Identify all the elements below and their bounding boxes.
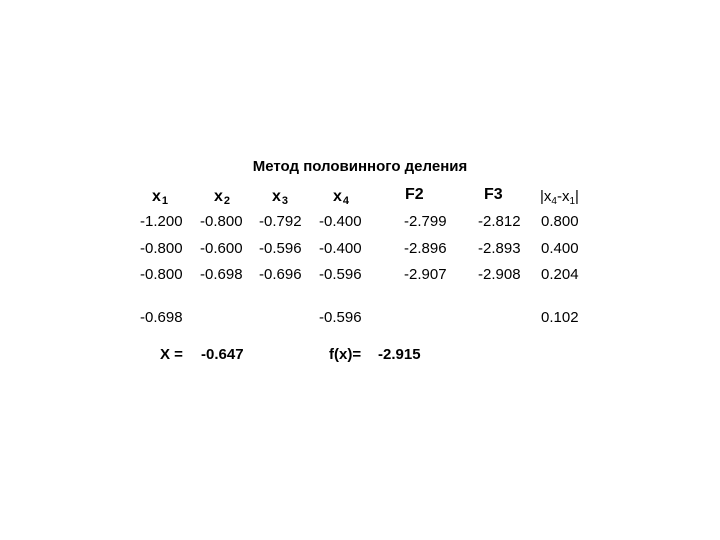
table-cell: -2.896 bbox=[404, 240, 447, 257]
result-x-value: -0.647 bbox=[201, 346, 244, 363]
header-diff-bar-right: | bbox=[575, 188, 579, 205]
final-x4-value: -0.596 bbox=[319, 309, 362, 326]
header-diff-a: x bbox=[543, 188, 552, 205]
table-cell: -0.800 bbox=[140, 240, 183, 257]
header-x4 bbox=[333, 188, 349, 207]
header-x3 bbox=[272, 188, 288, 207]
table-cell: -2.812 bbox=[478, 213, 521, 230]
table-cell: -0.800 bbox=[140, 266, 183, 283]
table-cell: -0.696 bbox=[259, 266, 302, 283]
final-x1-value: -0.698 bbox=[140, 309, 183, 326]
table-cell: -2.907 bbox=[404, 266, 447, 283]
table-cell: 0.204 bbox=[541, 266, 579, 283]
table-cell: -0.400 bbox=[319, 240, 362, 257]
header-x3-sub: 3 bbox=[281, 195, 289, 207]
header-x3-base: x bbox=[272, 188, 281, 205]
header-x1 bbox=[152, 188, 168, 207]
header-x4-sub: 4 bbox=[342, 195, 350, 207]
header-diff-bar-left: | bbox=[540, 188, 544, 205]
header-diff-minus: - bbox=[556, 188, 562, 205]
table-cell: -0.596 bbox=[259, 240, 302, 257]
table-cell: -2.799 bbox=[404, 213, 447, 230]
header-diff-a-sub: 4 bbox=[551, 196, 557, 207]
header-diff bbox=[540, 188, 579, 207]
table-cell: 0.800 bbox=[541, 213, 579, 230]
final-diff-value: 0.102 bbox=[541, 309, 579, 326]
table-cell: -1.200 bbox=[140, 213, 183, 230]
header-f3: F3 bbox=[484, 186, 503, 203]
table-cell: -2.908 bbox=[478, 266, 521, 283]
header-x2 bbox=[214, 188, 230, 207]
page-title: Метод половинного деления bbox=[252, 158, 468, 175]
table-cell: 0.400 bbox=[541, 240, 579, 257]
header-x1-sub: 1 bbox=[161, 195, 169, 207]
table-cell: -0.698 bbox=[200, 266, 243, 283]
header-diff-b-sub: 1 bbox=[569, 196, 576, 207]
table-cell: -0.800 bbox=[200, 213, 243, 230]
table-cell: -2.893 bbox=[478, 240, 521, 257]
result-f-label: f(x)= bbox=[329, 346, 362, 363]
header-x4-base: x bbox=[333, 188, 342, 205]
table-cell: -0.400 bbox=[319, 213, 362, 230]
header-diff-b: x bbox=[561, 188, 570, 205]
table-cell: -0.600 bbox=[200, 240, 243, 257]
header-x2-base: x bbox=[214, 188, 223, 205]
table-cell: -0.792 bbox=[259, 213, 302, 230]
header-x1-base: x bbox=[152, 188, 161, 205]
table-cell: -0.596 bbox=[319, 266, 362, 283]
header-f2: F2 bbox=[405, 186, 424, 203]
header-x2-sub: 2 bbox=[223, 195, 231, 207]
result-x-label: X = bbox=[160, 346, 183, 363]
result-f-value: -2.915 bbox=[378, 346, 421, 363]
